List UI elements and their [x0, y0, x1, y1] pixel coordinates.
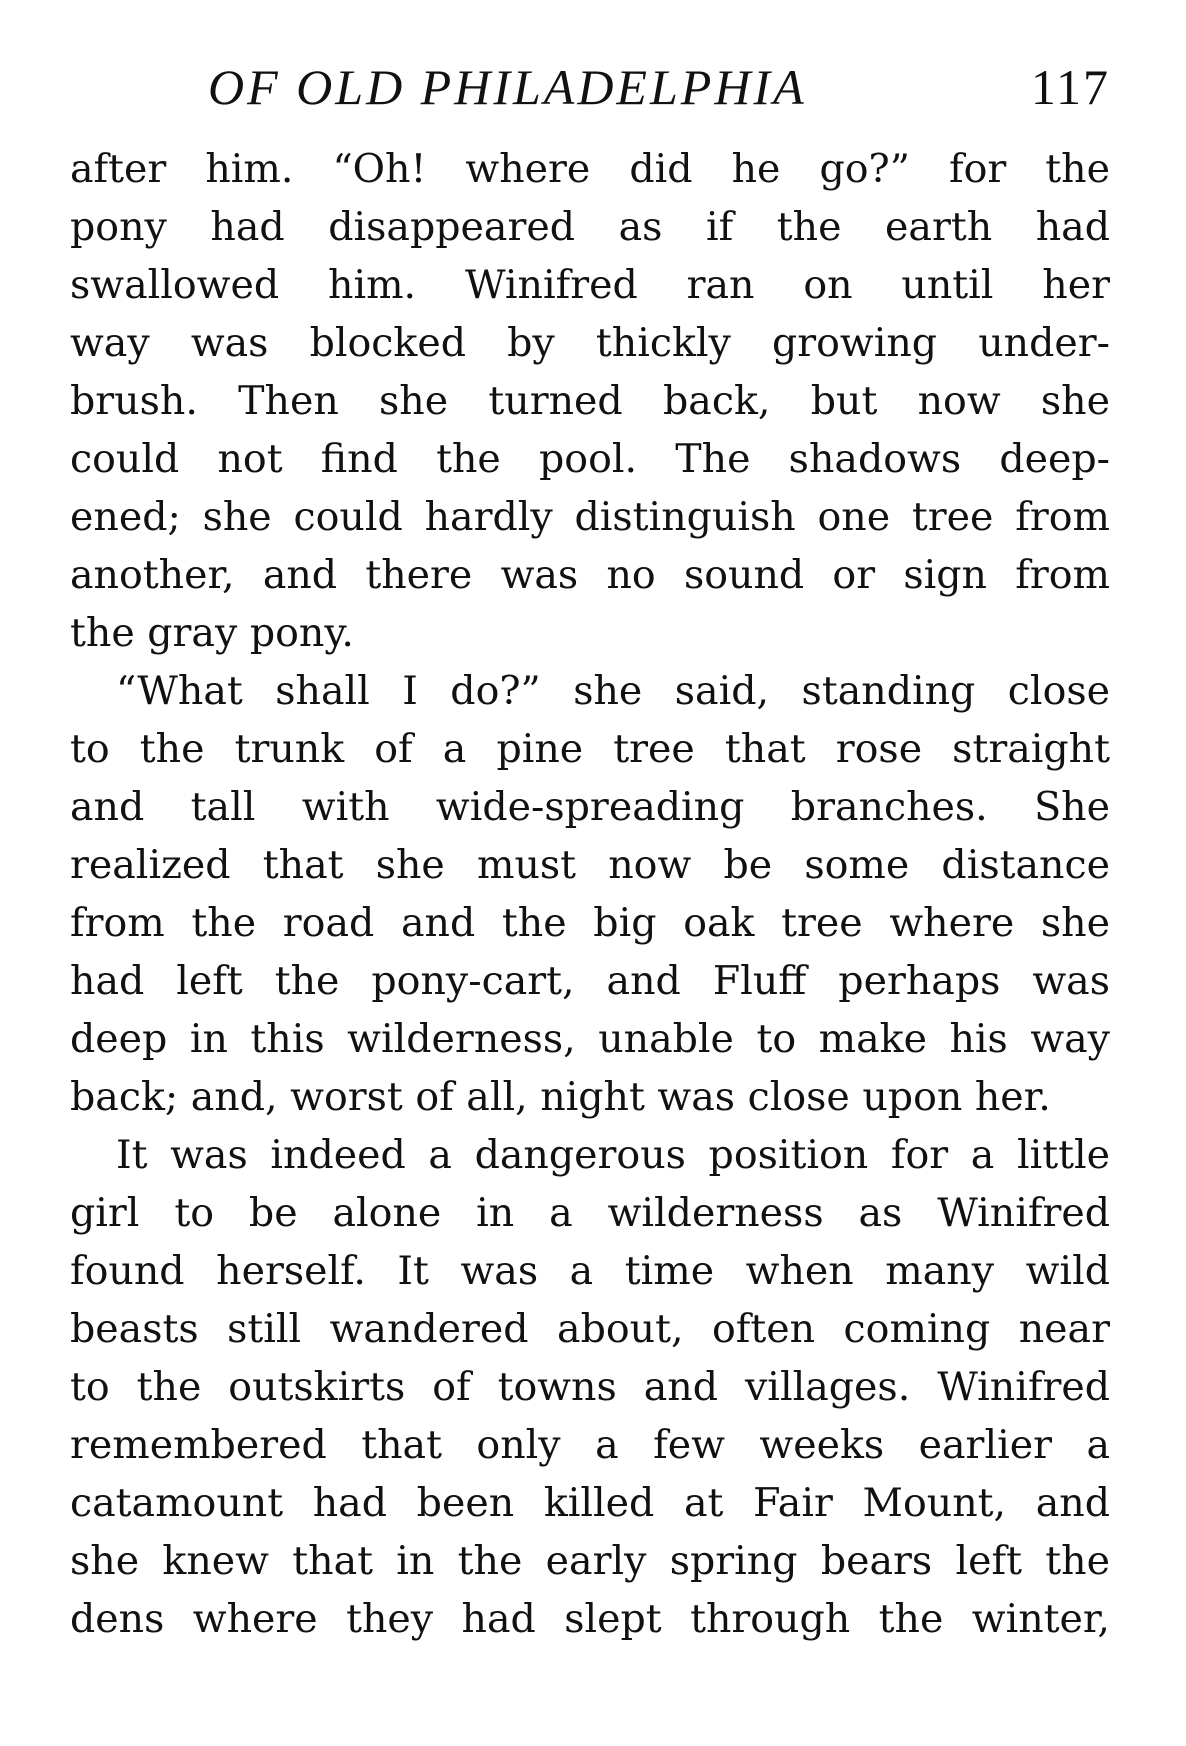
text-line: she knew that in the early spring bears left the	[70, 1538, 1110, 1584]
text-line: after him. “Oh! where did he go?” for the	[70, 146, 1110, 192]
text-line: brush. Then she turned back, but now she	[70, 378, 1110, 424]
text-line: back; and, worst of all, night was close upon her.	[70, 1074, 1051, 1120]
text-line: deep in this wilderness, unable to make his way	[70, 1016, 1110, 1062]
paragraph-start-line: “What shall I do?” she said, standing close	[116, 668, 1110, 714]
text-line: to the outskirts of towns and villages. Winifred	[70, 1364, 1110, 1410]
body-text	[70, 140, 1110, 1648]
text-line: girl to be alone in a wilderness as Winifred	[70, 1190, 1110, 1236]
text-line: from the road and the big oak tree where she	[70, 900, 1110, 946]
text-line: another, and there was no sound or sign from	[70, 552, 1110, 598]
running-head	[70, 52, 1110, 122]
paragraph-start-line: It was indeed a dangerous position for a little	[116, 1132, 1110, 1178]
text-line: ened; she could hardly distinguish one tree from	[70, 494, 1110, 540]
text-line: the gray pony.	[70, 610, 354, 656]
text-line: realized that she must now be some distance	[70, 842, 1110, 888]
text-line: had left the pony-cart, and Fluff perhaps was	[70, 958, 1110, 1004]
text-line: dens where they had slept through the winter,	[70, 1596, 1110, 1642]
text-line: way was blocked by thickly growing under-	[70, 320, 1110, 366]
text-line: catamount had been killed at Fair Mount, and	[70, 1480, 1110, 1526]
text-line: remembered that only a few weeks earlier a	[70, 1422, 1110, 1468]
page-number: 117	[1030, 59, 1110, 115]
text-line: found herself. It was a time when many wild	[70, 1248, 1110, 1294]
text-line: and tall with wide-spreading branches. She	[70, 784, 1110, 830]
running-title: OF OLD PHILADELPHIA	[208, 59, 807, 115]
text-line: pony had disappeared as if the earth had	[70, 204, 1110, 250]
text-line: to the trunk of a pine tree that rose straight	[70, 726, 1110, 772]
text-line: could not find the pool. The shadows deep-	[70, 436, 1110, 482]
text-line: beasts still wandered about, often coming near	[70, 1306, 1110, 1352]
text-line: swallowed him. Winifred ran on until her	[70, 262, 1110, 308]
